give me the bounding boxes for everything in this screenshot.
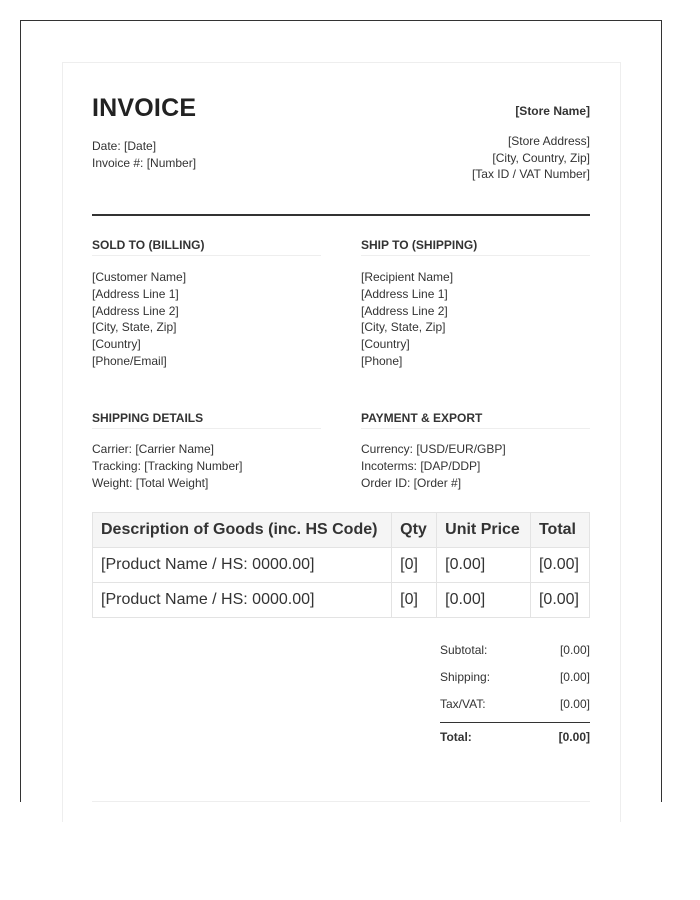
grand-total-row bbox=[440, 730, 590, 746]
header-total: Total bbox=[530, 513, 589, 548]
billing-line: [Customer Name] bbox=[92, 270, 187, 284]
store-info bbox=[472, 133, 590, 183]
header-unit-price: Unit Price bbox=[437, 513, 531, 548]
cell-qty: [0] bbox=[392, 583, 437, 618]
invoice-date: Date: [Date] bbox=[92, 139, 157, 153]
payment-export-section bbox=[361, 411, 590, 491]
cell-unit-price: [0.00] bbox=[437, 583, 531, 618]
carrier-line: Carrier: [Carrier Name] bbox=[92, 442, 215, 456]
grand-total-label: Total: bbox=[440, 730, 472, 744]
billing-line: [Address Line 2] bbox=[92, 303, 179, 318]
payment-export-heading: PAYMENT & EXPORT bbox=[361, 411, 590, 429]
shipping-line: [Address Line 2] bbox=[361, 303, 448, 318]
tax-label: Tax/VAT: bbox=[440, 697, 486, 711]
shipping-section bbox=[361, 238, 590, 370]
shipping-details-heading: SHIPPING DETAILS bbox=[92, 411, 321, 429]
currency-line: Currency: [USD/EUR/GBP] bbox=[361, 442, 506, 456]
billing-line: [Country] bbox=[92, 337, 141, 352]
invoice-number: Invoice #: [Number] bbox=[92, 155, 197, 170]
tracking-line: Tracking: [Tracking Number] bbox=[92, 458, 243, 473]
store-name: [Store Name] bbox=[515, 104, 590, 118]
shipping-address bbox=[361, 269, 590, 370]
subtotal-value: [0.00] bbox=[559, 643, 590, 657]
tax-row bbox=[440, 697, 590, 713]
header-description: Description of Goods (inc. HS Code) bbox=[93, 513, 392, 548]
billing-line: [Address Line 1] bbox=[92, 286, 179, 301]
invoice-meta bbox=[92, 138, 196, 171]
tax-value: [0.00] bbox=[559, 697, 590, 711]
order-id-line: Order ID: [Order #] bbox=[361, 475, 462, 490]
shipping-line: [Recipient Name] bbox=[361, 270, 454, 284]
header-qty: Qty bbox=[392, 513, 437, 548]
shipping-line: [Address Line 1] bbox=[361, 286, 448, 301]
table-header-row bbox=[93, 513, 590, 548]
cell-description: [Product Name / HS: 0000.00] bbox=[93, 583, 392, 618]
shipping-line: [Country] bbox=[361, 337, 410, 352]
shipping-line: [Phone] bbox=[361, 353, 403, 368]
table-row bbox=[93, 548, 590, 583]
incoterms-line: Incoterms: [DAP/DDP] bbox=[361, 458, 481, 473]
header-divider bbox=[92, 214, 590, 216]
shipping-heading: SHIP TO (SHIPPING) bbox=[361, 238, 590, 256]
cell-total: [0.00] bbox=[530, 583, 589, 618]
cell-unit-price: [0.00] bbox=[437, 548, 531, 583]
cell-total: [0.00] bbox=[530, 548, 589, 583]
shipping-details-section bbox=[92, 411, 321, 491]
store-city: [City, Country, Zip] bbox=[492, 150, 590, 165]
billing-section bbox=[92, 238, 321, 370]
weight-line: Weight: [Total Weight] bbox=[92, 475, 209, 490]
footer-divider bbox=[92, 801, 590, 802]
billing-heading: SOLD TO (BILLING) bbox=[92, 238, 321, 256]
subtotal-row bbox=[440, 643, 590, 659]
billing-line: [Phone/Email] bbox=[92, 353, 167, 368]
total-divider bbox=[440, 722, 590, 723]
invoice-title: INVOICE bbox=[92, 94, 197, 122]
shipping-cost-value: [0.00] bbox=[559, 670, 590, 684]
shipping-details-list bbox=[92, 441, 321, 491]
billing-line: [City, State, Zip] bbox=[92, 320, 177, 335]
shipping-line: [City, State, Zip] bbox=[361, 320, 446, 335]
cell-qty: [0] bbox=[392, 548, 437, 583]
billing-address bbox=[92, 269, 321, 370]
store-tax-id: [Tax ID / VAT Number] bbox=[471, 167, 590, 181]
items-table bbox=[92, 512, 590, 618]
shipping-cost-label: Shipping: bbox=[440, 670, 491, 684]
payment-export-list bbox=[361, 441, 590, 491]
store-address: [Store Address] bbox=[507, 134, 590, 148]
subtotal-label: Subtotal: bbox=[440, 643, 488, 657]
shipping-cost-row bbox=[440, 670, 590, 686]
grand-total-value: [0.00] bbox=[558, 730, 590, 744]
cell-description: [Product Name / HS: 0000.00] bbox=[93, 548, 392, 583]
table-row bbox=[93, 583, 590, 618]
